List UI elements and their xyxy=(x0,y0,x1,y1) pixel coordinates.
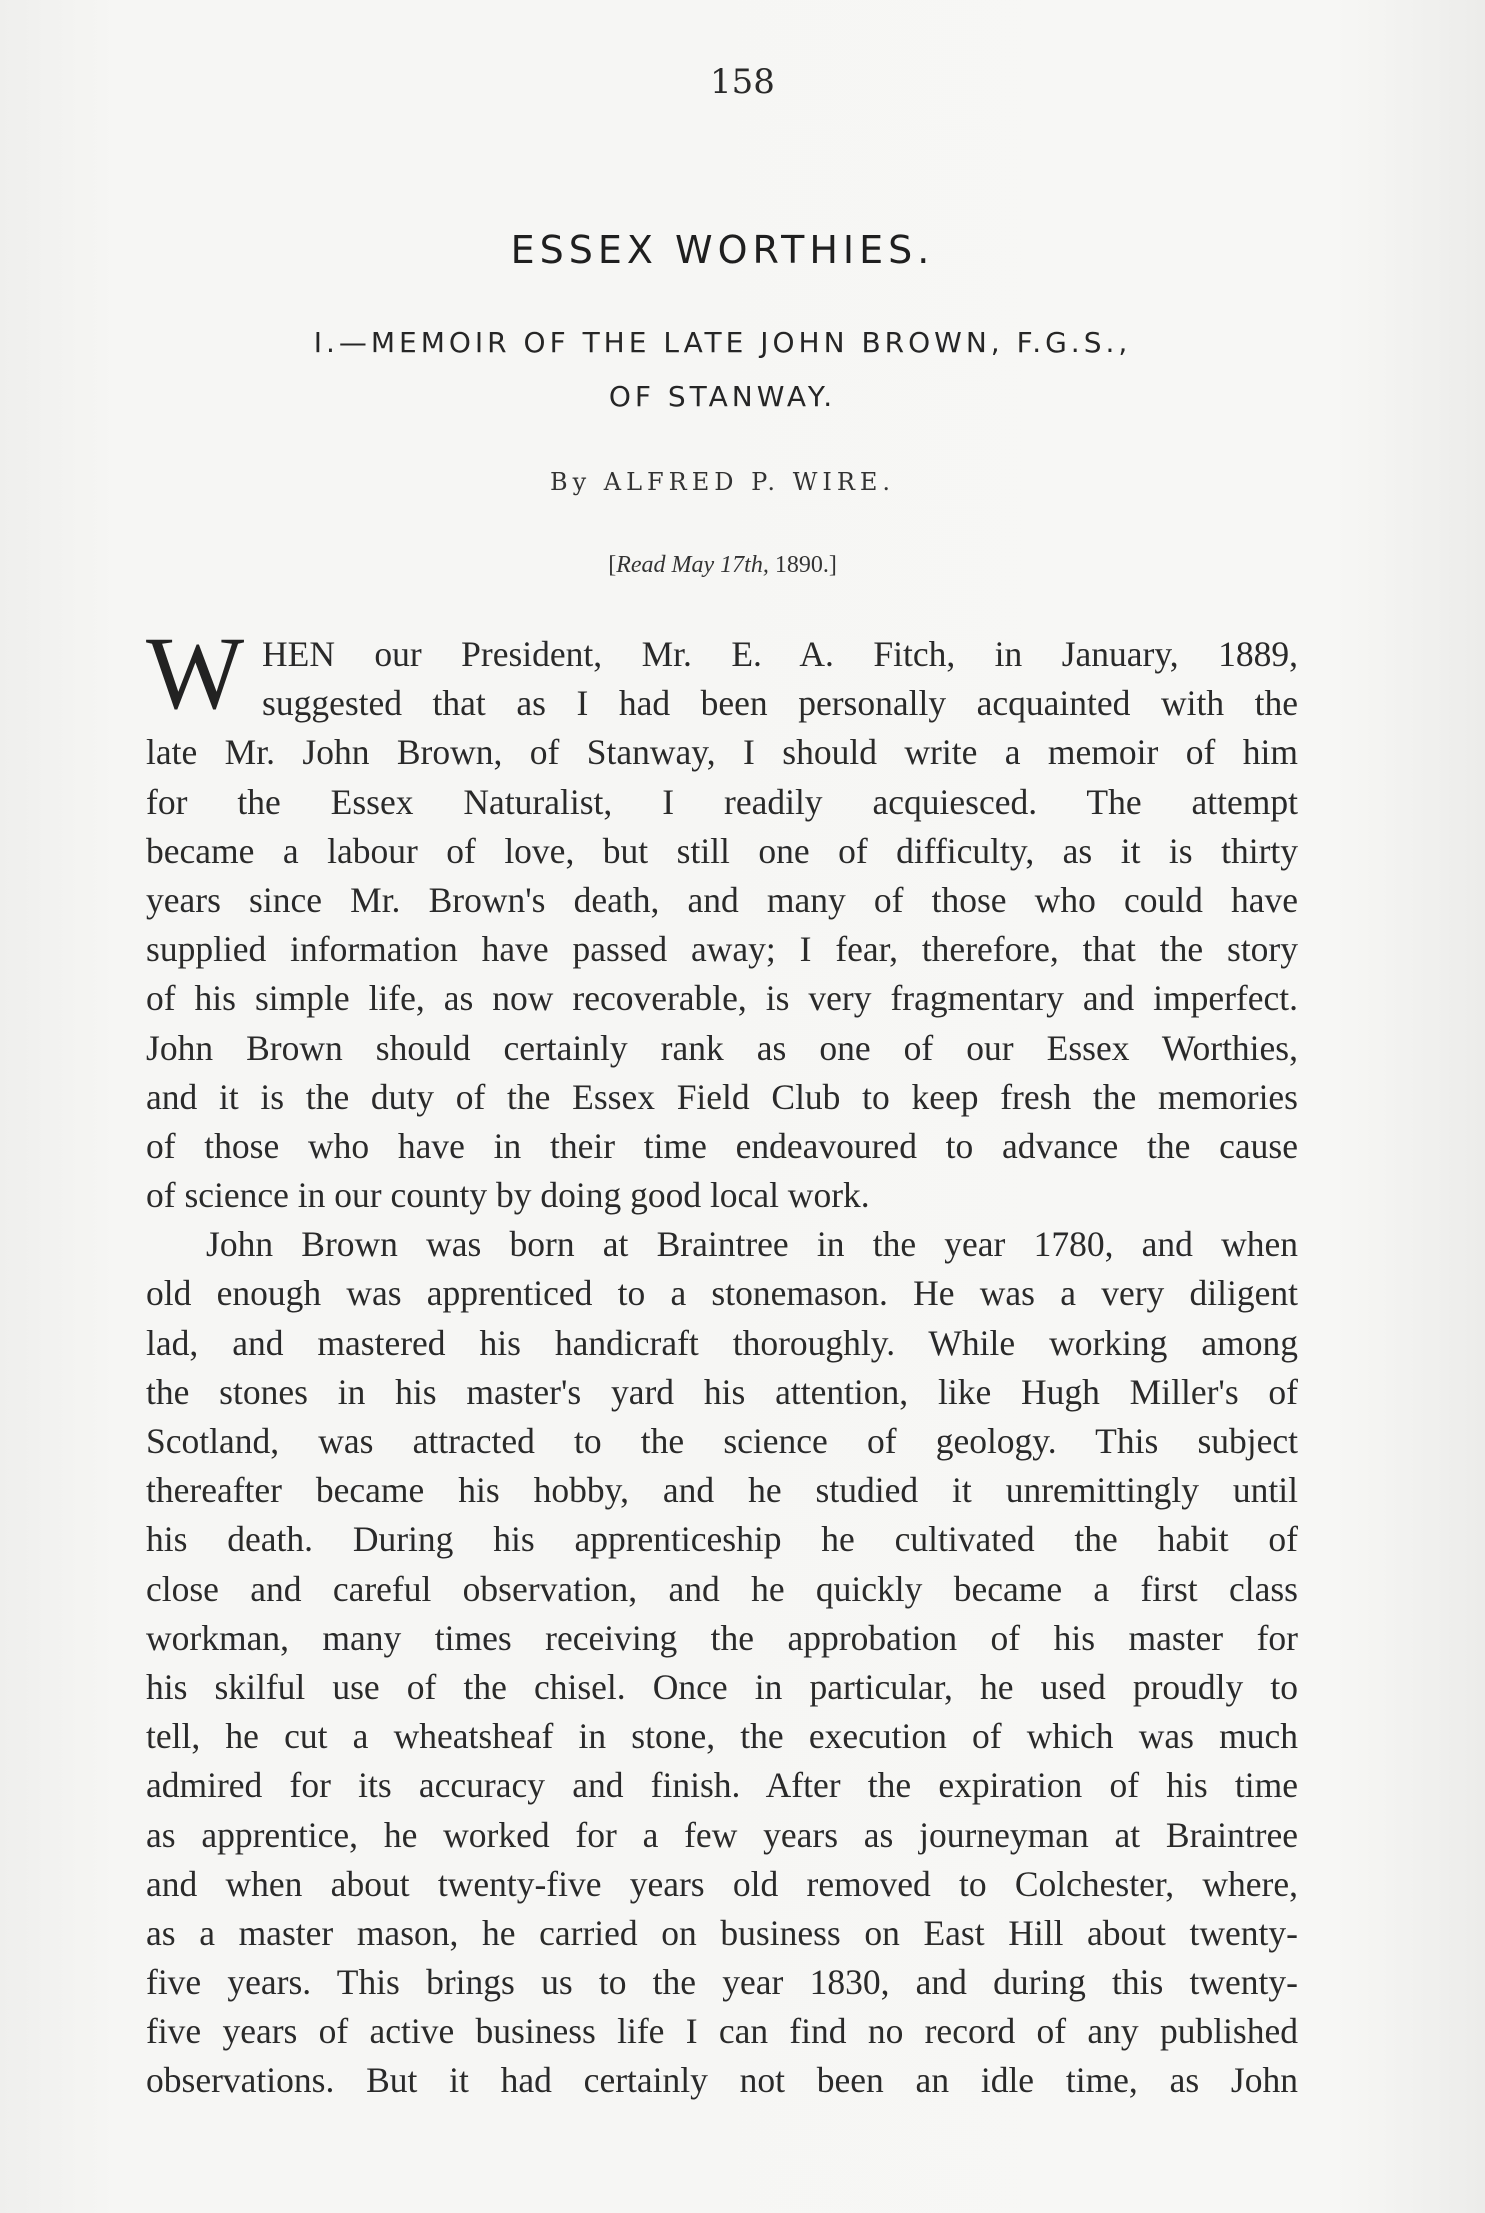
paragraph-line: thereafter became his hobby, and he studied it unremittingly until xyxy=(146,1470,1298,1511)
read-note-date: Read May 17th, xyxy=(616,552,769,578)
paragraph-line: observations. But it had certainly not been an idle time, as John xyxy=(146,2060,1298,2101)
article-title-line-1: I.—MEMOIR OF THE LATE JOHN BROWN, F.G.S., xyxy=(313,326,1132,359)
drop-cap: W xyxy=(146,616,245,731)
paragraph-line: Scotland, was attracted to the science of geology. This subject xyxy=(146,1421,1298,1461)
read-note-open: [ xyxy=(608,552,617,578)
paragraph-1 xyxy=(146,630,1298,1220)
article-series-title: ESSEX WORTHIES. xyxy=(510,228,935,272)
paragraph-line: as a master mason, he carried on business on East Hill about twenty- xyxy=(146,1912,1298,1953)
paragraph-2 xyxy=(146,1220,1298,2105)
paragraph-line: HEN our President, Mr. E. A. Fitch, in January, 1889, xyxy=(262,634,1298,674)
paragraph-line: old enough was apprenticed to a stonemason. He was a very diligent xyxy=(146,1273,1298,1314)
article-body xyxy=(146,630,1298,2106)
paragraph-line: admired for its accuracy and finish. After the expiration of his time xyxy=(146,1765,1298,1806)
paragraph-line: of those who have in their time endeavoured to advance the cause xyxy=(146,1125,1298,1166)
paragraph-line: John Brown should certainly rank as one of our Essex Worthies, xyxy=(146,1027,1298,1068)
paragraph-line: workman, many times receiving the approbation of his master for xyxy=(146,1617,1298,1658)
paragraph-line: five years of active business life I can find no record of any published xyxy=(146,2011,1298,2052)
article-title-line-2: OF STANWAY. xyxy=(608,380,837,413)
paragraph-line: years since Mr. Brown's death, and many of those who could have xyxy=(146,879,1298,920)
paragraph-line: as apprentice, he worked for a few years as journeyman at Braintree xyxy=(146,1814,1298,1855)
paragraph-line: of science in our county by doing good local work. xyxy=(146,1175,870,1216)
paragraph-line: John Brown was born at Braintree in the year 1780, and when xyxy=(206,1224,1298,1265)
read-note-year: 1890.] xyxy=(768,552,837,578)
paragraph-line: and when about twenty-five years old removed to Colchester, where, xyxy=(146,1863,1298,1904)
paragraph-line: his death. During his apprenticeship he cultivated the habit of xyxy=(146,1519,1298,1560)
paragraph-line: close and careful observation, and he quickly became a first class xyxy=(146,1568,1298,1609)
paragraph-line: lad, and mastered his handicraft thoroughly. While working among xyxy=(146,1322,1298,1363)
paragraph-line: five years. This brings us to the year 1830, and during this twenty- xyxy=(146,1962,1298,2003)
paragraph-line: for the Essex Naturalist, I readily acquiesced. The attempt xyxy=(146,781,1298,822)
paragraph-line: the stones in his master's yard his attention, like Hugh Miller's of xyxy=(146,1371,1298,1412)
page-number: 158 xyxy=(710,62,775,102)
paragraph-line: supplied information have passed away; I fear, therefore, that the story xyxy=(146,929,1298,970)
paragraph-line: tell, he cut a wheatsheaf in stone, the execution of which was much xyxy=(146,1716,1298,1757)
paragraph-line: late Mr. John Brown, of Stanway, I should write a memoir of him xyxy=(146,732,1298,773)
read-date-note xyxy=(0,552,1445,579)
paragraph-line: became a labour of love, but still one of difficulty, as it is thirty xyxy=(146,830,1298,871)
paragraph-line: suggested that as I had been personally acquainted with the xyxy=(262,683,1298,724)
paragraph-line: of his simple life, as now recoverable, is very fragmentary and imperfect. xyxy=(146,978,1298,1019)
author-byline: By ALFRED P. WIRE. xyxy=(549,468,896,496)
paragraph-line: and it is the duty of the Essex Field Club to keep fresh the memories xyxy=(146,1076,1298,1117)
paragraph-line: his skilful use of the chisel. Once in particular, he used proudly to xyxy=(146,1666,1298,1707)
